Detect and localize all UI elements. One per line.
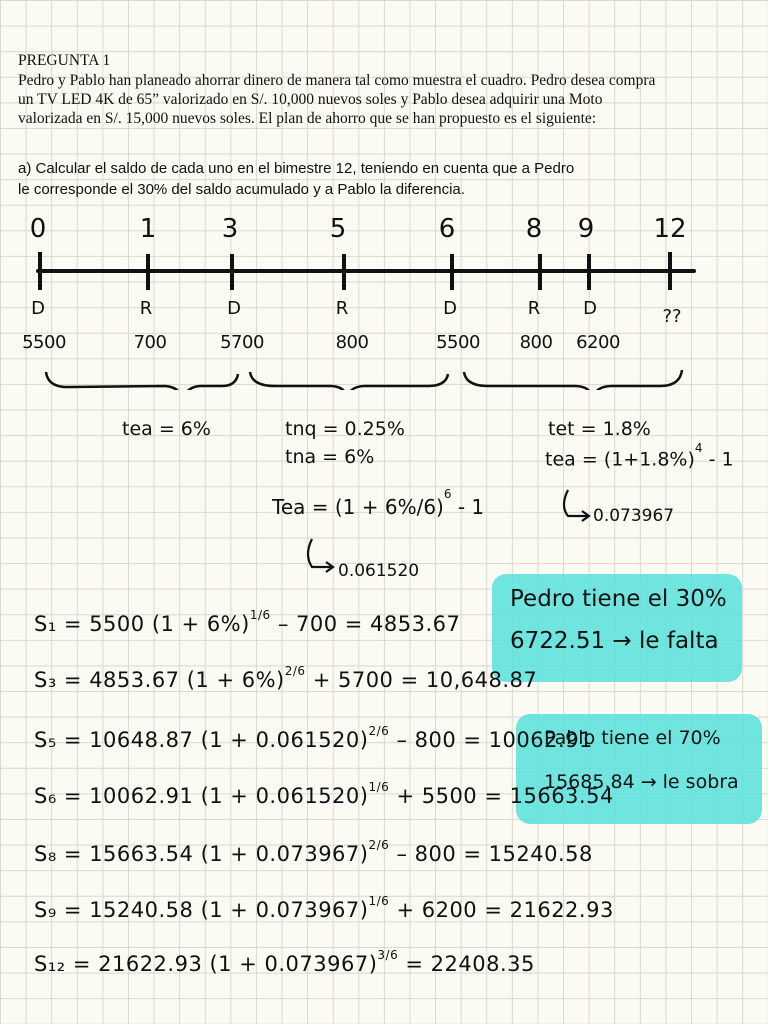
calc-result: – 800 = 15240.58 [389,842,593,866]
calc-base: S₁ = 5500 (1 + 6%) [34,612,250,636]
flow-type-label: R [335,298,349,319]
pedro-share: Pedro tiene el 30% [510,586,727,612]
calc-base: S₁₂ = 21622.93 (1 + 0.073967) [34,952,378,976]
flow-amount: 5500 [22,332,66,353]
calc-exponent: 1/6 [368,780,390,794]
calc-line [34,948,535,976]
calc-result: – 800 = 10062.91 [389,728,593,752]
calc-base: S₃ = 4853.67 (1 + 6%) [34,668,285,692]
calc-exponent: 1/6 [249,608,271,622]
pablo-share: Pablo tiene el 70% [544,727,721,749]
period-label: 9 [577,214,595,244]
flow-amount: 5700 [220,332,264,353]
problem-statement [18,71,758,128]
calc-line [34,664,538,692]
rate-tea-trim-result: 0.073967 [593,506,675,526]
calc-base: S₉ = 15240.58 (1 + 0.073967) [34,898,369,922]
pedro-note [510,584,727,656]
rate-tnq: tnq = 0.25% [285,418,405,440]
arrow-icon [558,486,598,530]
rate-tet: tet = 1.8% [548,418,651,440]
statement-line: un TV LED 4K de 65” valorizado en S/. 10,000 nuevos soles y Pablo desea adquirir una Moto [18,91,603,108]
calc-exponent: 1/6 [368,894,390,908]
flow-type-label: ?? [662,306,682,327]
period-label: 3 [221,214,239,244]
rate-tea-trim [545,441,734,471]
period-label: 6 [438,214,456,244]
calc-line [34,894,614,922]
pedro-result: 6722.51 → le falta [510,628,719,654]
formula-base: tea = (1+1.8%) [545,448,695,471]
question-line: a) Calcular el saldo de cada uno en el bimestre 12, teniendo en cuenta que a Pedro [18,160,575,177]
statement-line: valorizada en S/. 15,000 nuevos soles. El plan de ahorro que se han propuesto es el siguiente: [18,110,597,127]
calc-line [34,838,593,866]
flow-type-label: D [31,298,45,319]
flow-type-label: D [443,298,457,319]
formula-tail: - 1 [708,448,734,471]
period-label: 1 [139,214,157,244]
statement-line: Pedro y Pablo han planeado ahorrar dinero de manera tal como muestra el cuadro. Pedro desea compra [18,72,656,89]
rate-tea-result: 0.061520 [338,561,420,581]
calc-exponent: 2/6 [368,724,390,738]
flow-type-label: D [583,298,597,319]
calc-exponent: 2/6 [284,664,306,678]
question-title: PREGUNTA 1 [18,52,111,69]
rate-tna: tna = 6% [285,446,375,468]
question-line: le corresponde el 30% del saldo acumulado y a Pablo la diferencia. [18,181,465,198]
question-a [18,158,758,200]
flow-amount: 800 [519,332,553,353]
calc-exponent: 2/6 [368,838,390,852]
formula-tail: - 1 [457,495,485,519]
pablo-result: 15685.84 → le sobra [544,771,739,793]
period-label: 8 [525,214,543,244]
calc-base: S₆ = 10062.91 (1 + 0.061520) [34,784,369,808]
rate-interval-1: tea = 6% [122,418,211,440]
flow-type-label: D [227,298,241,319]
flow-amount: 5500 [436,332,480,353]
period-label: 12 [653,214,687,244]
formula-exponent: 6 [443,487,452,502]
flow-amount: 800 [335,332,369,353]
period-label: 0 [29,214,47,244]
arrow-icon [302,535,342,579]
calc-exponent: 3/6 [377,948,399,962]
interval-braces [0,210,768,390]
calc-result: = 22408.35 [398,952,535,976]
calc-result: – 700 = 4853.67 [270,612,461,636]
rate-tea-formula [272,487,485,519]
flow-type-label: R [527,298,541,319]
flow-amount: 700 [133,332,167,353]
calc-base: S₅ = 10648.87 (1 + 0.061520) [34,728,369,752]
calc-line [34,780,614,808]
flow-amount: 6200 [576,332,620,353]
calc-result: + 5700 = 10,648.87 [305,668,538,692]
formula-base: Tea = (1 + 6%/6) [272,495,444,519]
calc-line [34,608,461,636]
flow-type-label: R [139,298,153,319]
timeline [0,210,768,390]
period-label: 5 [329,214,347,244]
formula-exponent: 4 [694,441,703,455]
calc-line [34,724,593,752]
calc-result: + 5500 = 15663.54 [389,784,614,808]
calc-result: + 6200 = 21622.93 [389,898,614,922]
calc-base: S₈ = 15663.54 (1 + 0.073967) [34,842,369,866]
